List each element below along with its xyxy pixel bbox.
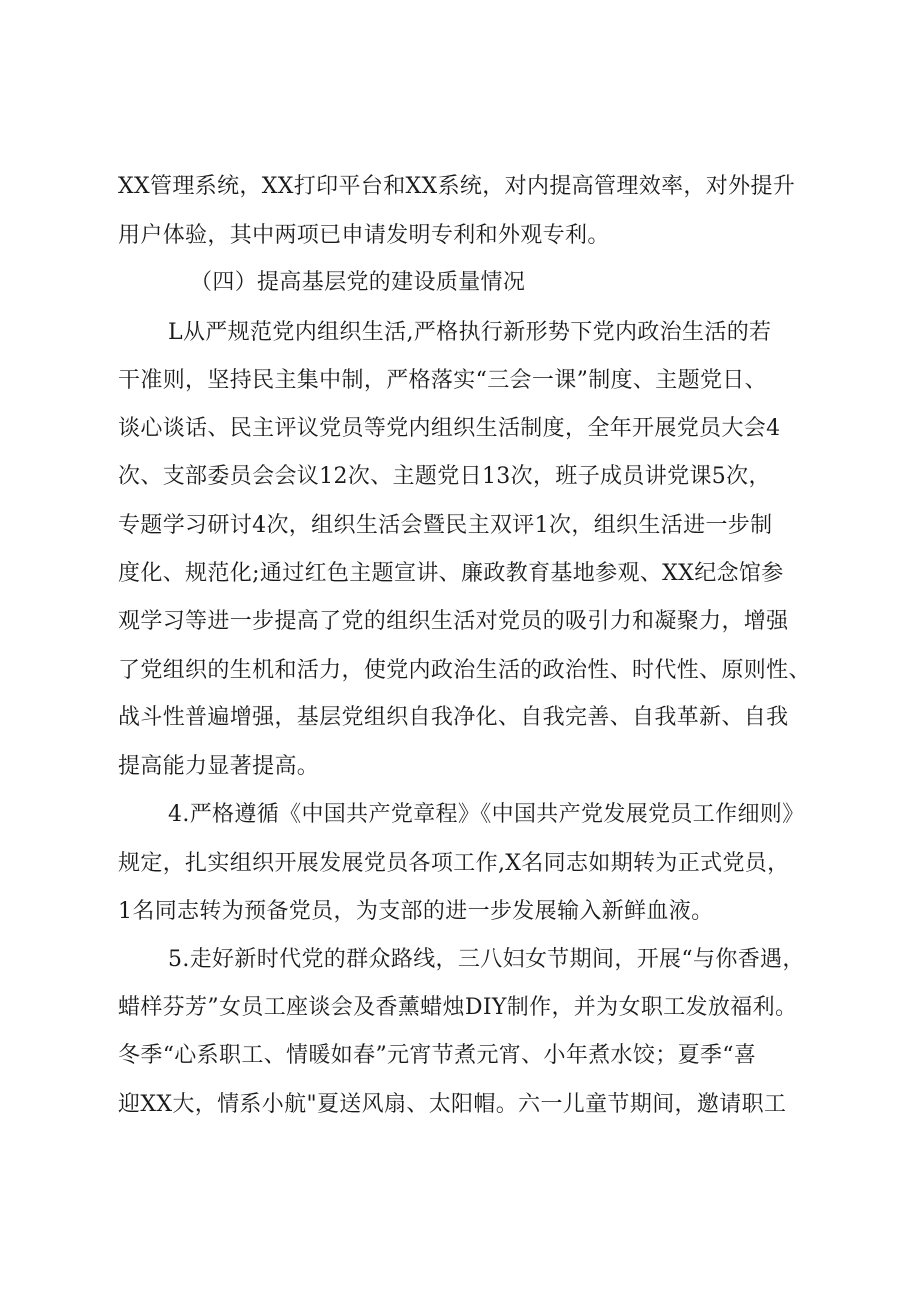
- paragraph-line: XX管理系统，XX打印平台和XX系统，对内提高管理效率，对外提升: [118, 174, 796, 199]
- paragraph-line: 干准则，坚持民主集中制，严格落实“三会一课”制度、主题党日、: [118, 368, 767, 393]
- paragraph-line: 观学习等进一步提高了党的组织生活对党员的吸引力和凝聚力，增强: [118, 609, 789, 634]
- paragraph-line: 冬季“心系职工、情暖如春”元宵节煮元宵、小年煮水饺；夏季“喜: [118, 1043, 757, 1068]
- paragraph-line: 了党组织的生机和活力，使党内政治生活的政治性、时代性、原则性、: [118, 658, 811, 683]
- paragraph-line: 迎XX大，情系小航"夏送风扇、太阳帽。六一儿童节期间，邀请职工: [118, 1092, 787, 1117]
- section-heading: （四）提高基层党的建设质量情况: [190, 270, 526, 295]
- paragraph-line: 规定，扎实组织开展发展党员各项工作,X名同志如期转为正式党员，: [118, 851, 790, 876]
- paragraph-line: 战斗性普遍增强，基层党组织自我净化、自我完善、自我革新、自我: [118, 705, 789, 730]
- paragraph-line: 蜡样芬芳”女员工座谈会及香薰蜡烛DIY制作，并为女职工发放福利。: [118, 995, 798, 1020]
- paragraph-line: 专题学习研讨4次，组织生活会暨民主双评1次，组织生活进一步制: [118, 513, 773, 538]
- paragraph-line: 提高能力显著提高。: [118, 754, 320, 779]
- paragraph-line: 次、支部委员会会议12次、主题党日13次，班子成员讲党课5次，: [118, 464, 771, 489]
- paragraph-line: L从严规范党内组织生活,严格执行新形势下党内政治生活的若: [168, 320, 772, 345]
- paragraph-line: 用户体验，其中两项已申请发明专利和外观专利。: [118, 223, 610, 248]
- paragraph-line: 度化、规范化;通过红色主题宣讲、廉政教育基地参观、XX纪念馆参: [118, 561, 784, 586]
- paragraph-line: 谈心谈话、民主评议党员等党内组织生活制度，全年开展党员大会4: [118, 416, 781, 441]
- paragraph-line: 4.严格遵循《中国共产党章程》《中国共产党发展党员工作细则》: [168, 802, 805, 827]
- paragraph-line: 5.走好新时代党的群众路线，三八妇女节期间，开展“与你香遇，: [168, 947, 805, 972]
- paragraph-line: 1名同志转为预备党员，为支部的进一步发展输入新鲜血液。: [118, 899, 714, 924]
